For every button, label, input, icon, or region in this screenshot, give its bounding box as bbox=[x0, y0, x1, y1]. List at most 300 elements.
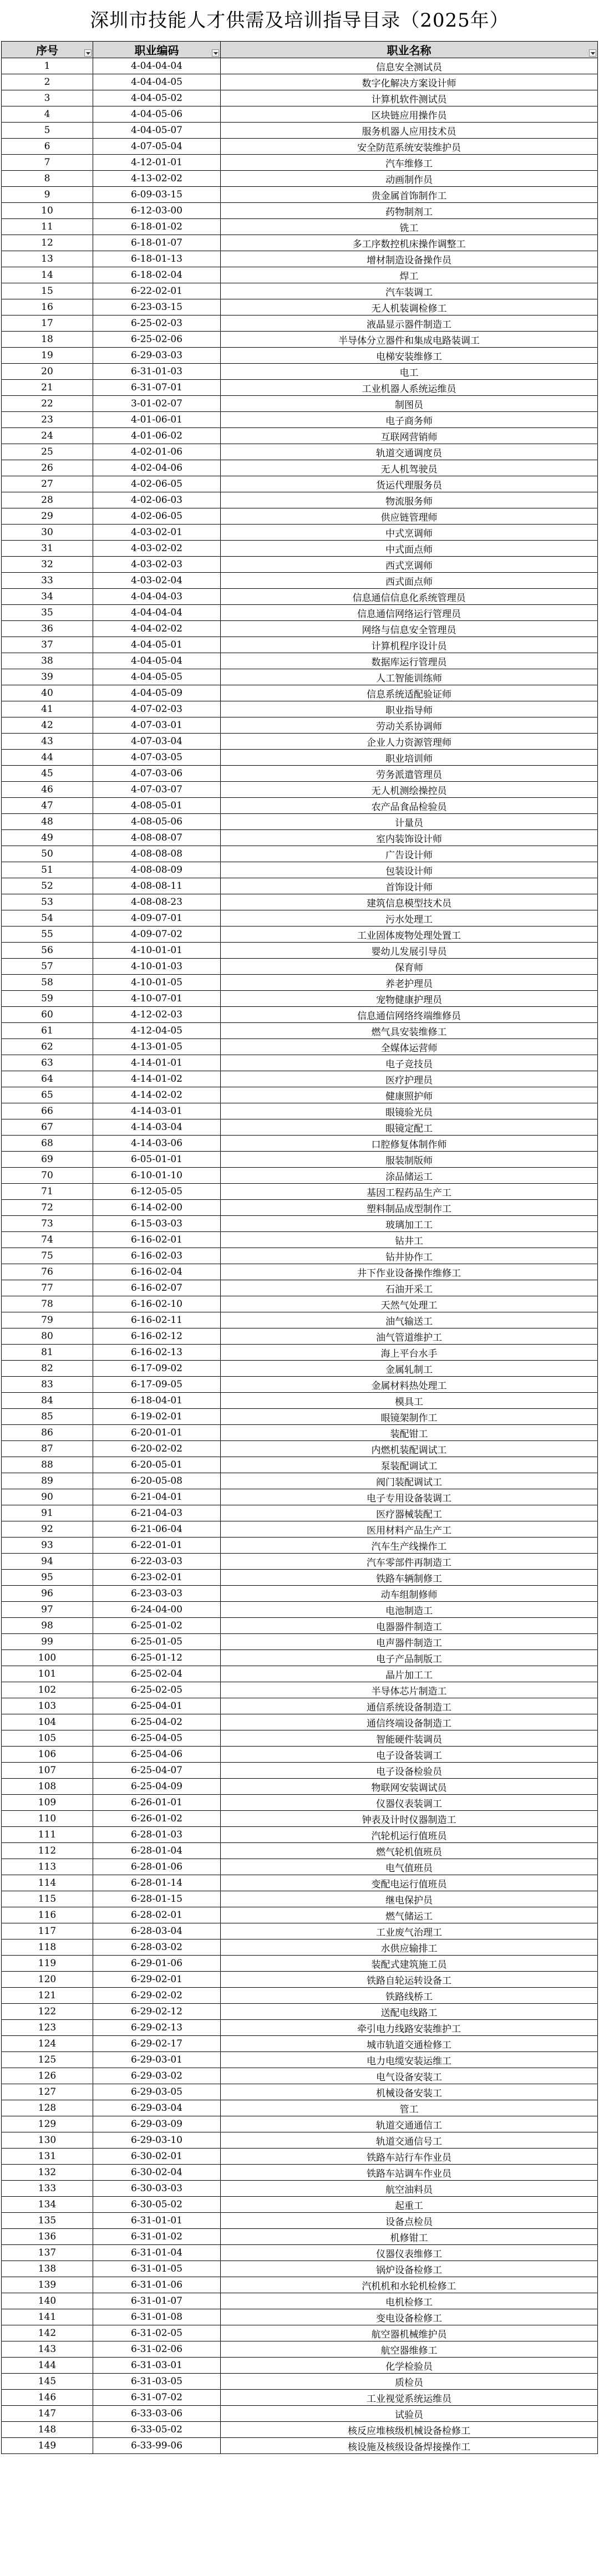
cell-code[interactable]: 6-29-03-02 bbox=[93, 2068, 221, 2084]
cell-no[interactable]: 5 bbox=[2, 123, 93, 139]
cell-name[interactable]: 贵金属首饰制作工 bbox=[221, 187, 598, 203]
cell-code[interactable]: 4-14-01-01 bbox=[93, 1055, 221, 1071]
cell-code[interactable]: 4-04-04-04 bbox=[93, 605, 221, 621]
cell-code[interactable]: 4-08-08-09 bbox=[93, 862, 221, 878]
cell-name[interactable]: 无人机装调检修工 bbox=[221, 299, 598, 315]
cell-code[interactable]: 6-21-04-03 bbox=[93, 1505, 221, 1521]
cell-code[interactable]: 6-21-06-04 bbox=[93, 1521, 221, 1538]
cell-code[interactable]: 4-03-02-01 bbox=[93, 525, 221, 541]
cell-no[interactable]: 142 bbox=[2, 2325, 93, 2341]
cell-no[interactable]: 24 bbox=[2, 428, 93, 444]
cell-code[interactable]: 4-04-02-02 bbox=[93, 621, 221, 637]
cell-no[interactable]: 57 bbox=[2, 959, 93, 975]
cell-no[interactable]: 26 bbox=[2, 460, 93, 476]
cell-no[interactable]: 68 bbox=[2, 1136, 93, 1152]
cell-name[interactable]: 互联网营销师 bbox=[221, 428, 598, 444]
cell-code[interactable]: 6-29-02-02 bbox=[93, 1988, 221, 2004]
cell-code[interactable]: 6-28-02-01 bbox=[93, 1907, 221, 1923]
cell-name[interactable]: 装配式建筑施工员 bbox=[221, 1956, 598, 1972]
cell-no[interactable]: 73 bbox=[2, 1216, 93, 1232]
cell-name[interactable]: 铁路车站行车作业员 bbox=[221, 2149, 598, 2165]
cell-code[interactable]: 4-08-05-01 bbox=[93, 798, 221, 814]
cell-code[interactable]: 4-10-01-01 bbox=[93, 943, 221, 959]
cell-no[interactable]: 40 bbox=[2, 685, 93, 701]
cell-no[interactable]: 1 bbox=[2, 58, 93, 74]
cell-code[interactable]: 4-02-01-06 bbox=[93, 444, 221, 460]
cell-name[interactable]: 泵装配调试工 bbox=[221, 1457, 598, 1473]
cell-name[interactable]: 增材制造设备操作员 bbox=[221, 251, 598, 267]
cell-code[interactable]: 6-29-02-17 bbox=[93, 2036, 221, 2052]
cell-no[interactable]: 37 bbox=[2, 637, 93, 653]
cell-no[interactable]: 11 bbox=[2, 219, 93, 235]
cell-name[interactable]: 电子竞技员 bbox=[221, 1055, 598, 1071]
cell-code[interactable]: 6-16-02-01 bbox=[93, 1232, 221, 1248]
cell-name[interactable]: 核反应堆核级机械设备检修工 bbox=[221, 2422, 598, 2438]
cell-code[interactable]: 6-19-02-01 bbox=[93, 1409, 221, 1425]
cell-no[interactable]: 18 bbox=[2, 332, 93, 348]
cell-name[interactable]: 晶片加工工 bbox=[221, 1666, 598, 1682]
cell-code[interactable]: 6-18-04-01 bbox=[93, 1393, 221, 1409]
cell-code[interactable]: 6-14-02-00 bbox=[93, 1200, 221, 1216]
cell-code[interactable]: 6-23-03-15 bbox=[93, 299, 221, 315]
cell-name[interactable]: 电梯安装维修工 bbox=[221, 348, 598, 364]
cell-code[interactable]: 4-08-08-23 bbox=[93, 894, 221, 910]
cell-code[interactable]: 6-28-03-04 bbox=[93, 1923, 221, 1939]
cell-code[interactable]: 4-12-01-01 bbox=[93, 155, 221, 171]
cell-name[interactable]: 职业培训师 bbox=[221, 750, 598, 766]
cell-no[interactable]: 101 bbox=[2, 1666, 93, 1682]
cell-name[interactable]: 企业人力资源管理师 bbox=[221, 734, 598, 750]
cell-no[interactable]: 89 bbox=[2, 1473, 93, 1489]
cell-code[interactable]: 6-31-01-06 bbox=[93, 2277, 221, 2293]
cell-no[interactable]: 117 bbox=[2, 1923, 93, 1939]
cell-name[interactable]: 管工 bbox=[221, 2100, 598, 2116]
cell-name[interactable]: 轨道交通调度员 bbox=[221, 444, 598, 460]
cell-code[interactable]: 6-25-02-04 bbox=[93, 1666, 221, 1682]
cell-no[interactable]: 10 bbox=[2, 203, 93, 219]
cell-code[interactable]: 6-29-01-06 bbox=[93, 1956, 221, 1972]
cell-no[interactable]: 4 bbox=[2, 106, 93, 123]
cell-code[interactable]: 6-25-04-05 bbox=[93, 1730, 221, 1747]
cell-no[interactable]: 148 bbox=[2, 2422, 93, 2438]
cell-name[interactable]: 工业固体废物处理处置工 bbox=[221, 926, 598, 943]
cell-no[interactable]: 12 bbox=[2, 235, 93, 251]
cell-name[interactable]: 电工 bbox=[221, 364, 598, 380]
cell-name[interactable]: 阀门装配调试工 bbox=[221, 1473, 598, 1489]
cell-name[interactable]: 医疗护理员 bbox=[221, 1071, 598, 1087]
cell-no[interactable]: 114 bbox=[2, 1875, 93, 1891]
cell-no[interactable]: 20 bbox=[2, 364, 93, 380]
cell-code[interactable]: 6-18-01-07 bbox=[93, 235, 221, 251]
cell-name[interactable]: 农产品食品检验员 bbox=[221, 798, 598, 814]
filter-dropdown-icon[interactable] bbox=[212, 49, 219, 57]
cell-code[interactable]: 6-25-01-02 bbox=[93, 1618, 221, 1634]
cell-name[interactable]: 计算机程序设计员 bbox=[221, 637, 598, 653]
cell-no[interactable]: 99 bbox=[2, 1634, 93, 1650]
cell-code[interactable]: 4-07-03-05 bbox=[93, 750, 221, 766]
cell-no[interactable]: 31 bbox=[2, 541, 93, 557]
cell-no[interactable]: 93 bbox=[2, 1538, 93, 1554]
cell-no[interactable]: 132 bbox=[2, 2165, 93, 2181]
cell-code[interactable]: 6-29-03-01 bbox=[93, 2052, 221, 2068]
cell-no[interactable]: 8 bbox=[2, 171, 93, 187]
cell-code[interactable]: 4-10-01-05 bbox=[93, 975, 221, 991]
cell-code[interactable]: 4-03-02-02 bbox=[93, 541, 221, 557]
cell-code[interactable]: 4-04-05-09 bbox=[93, 685, 221, 701]
cell-code[interactable]: 6-29-02-13 bbox=[93, 2020, 221, 2036]
cell-no[interactable]: 104 bbox=[2, 1714, 93, 1730]
cell-code[interactable]: 4-13-02-02 bbox=[93, 171, 221, 187]
cell-name[interactable]: 金属轧制工 bbox=[221, 1361, 598, 1377]
cell-name[interactable]: 婴幼儿发展引导员 bbox=[221, 943, 598, 959]
cell-name[interactable]: 工业机器人系统运维员 bbox=[221, 380, 598, 396]
cell-no[interactable]: 23 bbox=[2, 412, 93, 428]
cell-no[interactable]: 3 bbox=[2, 90, 93, 106]
cell-name[interactable]: 航空油料员 bbox=[221, 2181, 598, 2197]
cell-name[interactable]: 试验员 bbox=[221, 2406, 598, 2422]
cell-no[interactable]: 91 bbox=[2, 1505, 93, 1521]
cell-no[interactable]: 25 bbox=[2, 444, 93, 460]
cell-no[interactable]: 60 bbox=[2, 1007, 93, 1023]
cell-no[interactable]: 75 bbox=[2, 1248, 93, 1264]
cell-code[interactable]: 6-33-99-06 bbox=[93, 2438, 221, 2454]
cell-name[interactable]: 电子设备装调工 bbox=[221, 1747, 598, 1763]
cell-code[interactable]: 6-26-01-01 bbox=[93, 1795, 221, 1811]
cell-code[interactable]: 4-08-08-07 bbox=[93, 830, 221, 846]
cell-name[interactable]: 塑料制品成型制作工 bbox=[221, 1200, 598, 1216]
cell-name[interactable]: 钻井协作工 bbox=[221, 1248, 598, 1264]
cell-code[interactable]: 4-10-01-03 bbox=[93, 959, 221, 975]
cell-name[interactable]: 工业废气治理工 bbox=[221, 1923, 598, 1939]
cell-no[interactable]: 145 bbox=[2, 2374, 93, 2390]
cell-code[interactable]: 4-10-07-01 bbox=[93, 991, 221, 1007]
cell-no[interactable]: 139 bbox=[2, 2277, 93, 2293]
cell-no[interactable]: 87 bbox=[2, 1441, 93, 1457]
cell-code[interactable]: 6-29-02-12 bbox=[93, 2004, 221, 2020]
cell-name[interactable]: 油气输送工 bbox=[221, 1312, 598, 1328]
cell-no[interactable]: 133 bbox=[2, 2181, 93, 2197]
cell-no[interactable]: 67 bbox=[2, 1119, 93, 1136]
cell-name[interactable]: 眼镜架制作工 bbox=[221, 1409, 598, 1425]
cell-name[interactable]: 信息系统适配验证师 bbox=[221, 685, 598, 701]
cell-no[interactable]: 46 bbox=[2, 782, 93, 798]
cell-name[interactable]: 数据库运行管理员 bbox=[221, 653, 598, 669]
cell-no[interactable]: 13 bbox=[2, 251, 93, 267]
cell-name[interactable]: 劳务派遣管理员 bbox=[221, 766, 598, 782]
cell-name[interactable]: 送配电线路工 bbox=[221, 2004, 598, 2020]
cell-name[interactable]: 仪器仪表装调工 bbox=[221, 1795, 598, 1811]
cell-code[interactable]: 6-33-05-02 bbox=[93, 2422, 221, 2438]
cell-name[interactable]: 轨道交通通信工 bbox=[221, 2116, 598, 2132]
cell-code[interactable]: 6-28-01-15 bbox=[93, 1891, 221, 1907]
cell-code[interactable]: 4-14-01-02 bbox=[93, 1071, 221, 1087]
cell-no[interactable]: 76 bbox=[2, 1264, 93, 1280]
cell-code[interactable]: 6-16-02-12 bbox=[93, 1328, 221, 1345]
cell-name[interactable]: 基因工程药品生产工 bbox=[221, 1184, 598, 1200]
cell-code[interactable]: 6-25-01-12 bbox=[93, 1650, 221, 1666]
cell-code[interactable]: 4-04-05-05 bbox=[93, 669, 221, 685]
cell-no[interactable]: 53 bbox=[2, 894, 93, 910]
cell-no[interactable]: 126 bbox=[2, 2068, 93, 2084]
cell-name[interactable]: 健康照护师 bbox=[221, 1087, 598, 1103]
cell-no[interactable]: 30 bbox=[2, 525, 93, 541]
cell-no[interactable]: 33 bbox=[2, 573, 93, 589]
cell-no[interactable]: 81 bbox=[2, 1345, 93, 1361]
cell-no[interactable]: 56 bbox=[2, 943, 93, 959]
cell-no[interactable]: 149 bbox=[2, 2438, 93, 2454]
cell-no[interactable]: 146 bbox=[2, 2390, 93, 2406]
cell-code[interactable]: 6-16-02-04 bbox=[93, 1264, 221, 1280]
cell-name[interactable]: 质检员 bbox=[221, 2374, 598, 2390]
cell-code[interactable]: 4-04-05-06 bbox=[93, 106, 221, 123]
cell-name[interactable]: 铣工 bbox=[221, 219, 598, 235]
cell-name[interactable]: 电子设备检验员 bbox=[221, 1763, 598, 1779]
cell-name[interactable]: 内燃机装配调试工 bbox=[221, 1441, 598, 1457]
cell-name[interactable]: 汽车维修工 bbox=[221, 155, 598, 171]
cell-no[interactable]: 17 bbox=[2, 315, 93, 332]
cell-code[interactable]: 6-28-01-04 bbox=[93, 1843, 221, 1859]
cell-no[interactable]: 124 bbox=[2, 2036, 93, 2052]
cell-code[interactable]: 6-25-04-09 bbox=[93, 1779, 221, 1795]
cell-code[interactable]: 6-30-03-03 bbox=[93, 2181, 221, 2197]
cell-code[interactable]: 6-23-02-01 bbox=[93, 1570, 221, 1586]
cell-name[interactable]: 区块链应用操作员 bbox=[221, 106, 598, 123]
cell-no[interactable]: 131 bbox=[2, 2149, 93, 2165]
cell-name[interactable]: 电力电缆安装运维工 bbox=[221, 2052, 598, 2068]
cell-name[interactable]: 制图员 bbox=[221, 396, 598, 412]
cell-name[interactable]: 信息通信信息化系统管理员 bbox=[221, 589, 598, 605]
cell-name[interactable]: 建筑信息模型技术员 bbox=[221, 894, 598, 910]
cell-no[interactable]: 7 bbox=[2, 155, 93, 171]
cell-name[interactable]: 井下作业设备操作维修工 bbox=[221, 1264, 598, 1280]
cell-name[interactable]: 燃气轮机值班员 bbox=[221, 1843, 598, 1859]
cell-no[interactable]: 119 bbox=[2, 1956, 93, 1972]
cell-name[interactable]: 铁路车辆制修工 bbox=[221, 1570, 598, 1586]
cell-name[interactable]: 燃气储运工 bbox=[221, 1907, 598, 1923]
cell-code[interactable]: 6-16-02-10 bbox=[93, 1296, 221, 1312]
cell-code[interactable]: 6-17-09-05 bbox=[93, 1377, 221, 1393]
cell-name[interactable]: 药物制剂工 bbox=[221, 203, 598, 219]
cell-no[interactable]: 29 bbox=[2, 508, 93, 525]
cell-name[interactable]: 室内装饰设计师 bbox=[221, 830, 598, 846]
cell-name[interactable]: 电器器件制造工 bbox=[221, 1618, 598, 1634]
cell-name[interactable]: 计量员 bbox=[221, 814, 598, 830]
cell-code[interactable]: 6-31-01-05 bbox=[93, 2261, 221, 2277]
cell-name[interactable]: 数字化解决方案设计师 bbox=[221, 74, 598, 90]
cell-name[interactable]: 电子专用设备装调工 bbox=[221, 1489, 598, 1505]
cell-code[interactable]: 3-01-02-07 bbox=[93, 396, 221, 412]
cell-name[interactable]: 天然气处理工 bbox=[221, 1296, 598, 1312]
cell-name[interactable]: 化学检验员 bbox=[221, 2358, 598, 2374]
cell-name[interactable]: 眼镜定配工 bbox=[221, 1119, 598, 1136]
cell-code[interactable]: 4-12-02-03 bbox=[93, 1007, 221, 1023]
cell-no[interactable]: 62 bbox=[2, 1039, 93, 1055]
cell-code[interactable]: 6-16-02-03 bbox=[93, 1248, 221, 1264]
cell-code[interactable]: 6-12-05-05 bbox=[93, 1184, 221, 1200]
cell-code[interactable]: 6-23-03-03 bbox=[93, 1586, 221, 1602]
cell-code[interactable]: 6-18-01-02 bbox=[93, 219, 221, 235]
cell-no[interactable]: 54 bbox=[2, 910, 93, 926]
cell-name[interactable]: 汽车生产线操作工 bbox=[221, 1538, 598, 1554]
cell-no[interactable]: 64 bbox=[2, 1071, 93, 1087]
cell-no[interactable]: 120 bbox=[2, 1972, 93, 1988]
cell-no[interactable]: 90 bbox=[2, 1489, 93, 1505]
cell-no[interactable]: 49 bbox=[2, 830, 93, 846]
cell-no[interactable]: 14 bbox=[2, 267, 93, 283]
cell-name[interactable]: 信息通信网络运行管理员 bbox=[221, 605, 598, 621]
cell-no[interactable]: 135 bbox=[2, 2213, 93, 2229]
cell-no[interactable]: 106 bbox=[2, 1747, 93, 1763]
cell-no[interactable]: 121 bbox=[2, 1988, 93, 2004]
cell-name[interactable]: 西式面点师 bbox=[221, 573, 598, 589]
cell-code[interactable]: 6-10-01-10 bbox=[93, 1168, 221, 1184]
cell-no[interactable]: 71 bbox=[2, 1184, 93, 1200]
cell-code[interactable]: 6-16-02-13 bbox=[93, 1345, 221, 1361]
cell-name[interactable]: 汽轮机运行值班员 bbox=[221, 1827, 598, 1843]
cell-no[interactable]: 115 bbox=[2, 1891, 93, 1907]
cell-name[interactable]: 装配钳工 bbox=[221, 1425, 598, 1441]
cell-no[interactable]: 136 bbox=[2, 2229, 93, 2245]
cell-code[interactable]: 6-29-03-10 bbox=[93, 2132, 221, 2149]
cell-code[interactable]: 6-29-03-04 bbox=[93, 2100, 221, 2116]
cell-no[interactable]: 80 bbox=[2, 1328, 93, 1345]
filter-dropdown-icon[interactable] bbox=[589, 49, 596, 57]
cell-name[interactable]: 无人机驾驶员 bbox=[221, 460, 598, 476]
cell-name[interactable]: 货运代理服务员 bbox=[221, 476, 598, 492]
cell-code[interactable]: 4-14-02-02 bbox=[93, 1087, 221, 1103]
cell-no[interactable]: 77 bbox=[2, 1280, 93, 1296]
cell-code[interactable]: 6-29-03-05 bbox=[93, 2084, 221, 2100]
cell-code[interactable]: 6-31-01-02 bbox=[93, 2229, 221, 2245]
cell-name[interactable]: 铁路线桥工 bbox=[221, 1988, 598, 2004]
cell-no[interactable]: 129 bbox=[2, 2116, 93, 2132]
cell-no[interactable]: 118 bbox=[2, 1939, 93, 1956]
cell-no[interactable]: 78 bbox=[2, 1296, 93, 1312]
cell-name[interactable]: 锅炉设备检修工 bbox=[221, 2261, 598, 2277]
cell-name[interactable]: 航空器维修工 bbox=[221, 2341, 598, 2358]
cell-code[interactable]: 4-12-04-05 bbox=[93, 1023, 221, 1039]
column-header-code[interactable] bbox=[93, 42, 221, 58]
cell-name[interactable]: 通信终端设备制造工 bbox=[221, 1714, 598, 1730]
cell-no[interactable]: 125 bbox=[2, 2052, 93, 2068]
cell-name[interactable]: 继电保护员 bbox=[221, 1891, 598, 1907]
cell-code[interactable]: 6-25-04-01 bbox=[93, 1698, 221, 1714]
cell-name[interactable]: 核设施及核级设备焊接操作工 bbox=[221, 2438, 598, 2454]
cell-no[interactable]: 144 bbox=[2, 2358, 93, 2374]
cell-no[interactable]: 22 bbox=[2, 396, 93, 412]
cell-code[interactable]: 6-16-02-07 bbox=[93, 1280, 221, 1296]
cell-name[interactable]: 电机检修工 bbox=[221, 2293, 598, 2309]
cell-no[interactable]: 107 bbox=[2, 1763, 93, 1779]
cell-code[interactable]: 6-21-04-01 bbox=[93, 1489, 221, 1505]
cell-name[interactable]: 金属材料热处理工 bbox=[221, 1377, 598, 1393]
cell-name[interactable]: 动画制作员 bbox=[221, 171, 598, 187]
cell-no[interactable]: 86 bbox=[2, 1425, 93, 1441]
cell-no[interactable]: 128 bbox=[2, 2100, 93, 2116]
cell-name[interactable]: 石油开采工 bbox=[221, 1280, 598, 1296]
cell-name[interactable]: 电声器件制造工 bbox=[221, 1634, 598, 1650]
cell-name[interactable]: 液晶显示器件制造工 bbox=[221, 315, 598, 332]
cell-code[interactable]: 6-20-05-01 bbox=[93, 1457, 221, 1473]
cell-code[interactable]: 6-16-02-11 bbox=[93, 1312, 221, 1328]
cell-code[interactable]: 6-31-01-08 bbox=[93, 2309, 221, 2325]
cell-name[interactable]: 服务机器人应用技术员 bbox=[221, 123, 598, 139]
cell-code[interactable]: 6-28-01-06 bbox=[93, 1859, 221, 1875]
cell-code[interactable]: 4-14-03-01 bbox=[93, 1103, 221, 1119]
cell-name[interactable]: 工业视觉系统运维员 bbox=[221, 2390, 598, 2406]
cell-code[interactable]: 4-02-04-06 bbox=[93, 460, 221, 476]
cell-name[interactable]: 汽车装调工 bbox=[221, 283, 598, 299]
cell-code[interactable]: 6-25-04-02 bbox=[93, 1714, 221, 1730]
cell-no[interactable]: 113 bbox=[2, 1859, 93, 1875]
cell-name[interactable]: 水供应输排工 bbox=[221, 1939, 598, 1956]
cell-code[interactable]: 6-30-02-04 bbox=[93, 2165, 221, 2181]
cell-no[interactable]: 134 bbox=[2, 2197, 93, 2213]
cell-name[interactable]: 起重工 bbox=[221, 2197, 598, 2213]
cell-no[interactable]: 97 bbox=[2, 1602, 93, 1618]
cell-no[interactable]: 58 bbox=[2, 975, 93, 991]
cell-name[interactable]: 海上平台水手 bbox=[221, 1345, 598, 1361]
cell-no[interactable]: 9 bbox=[2, 187, 93, 203]
cell-code[interactable]: 6-20-01-01 bbox=[93, 1425, 221, 1441]
cell-name[interactable]: 模具工 bbox=[221, 1393, 598, 1409]
cell-no[interactable]: 39 bbox=[2, 669, 93, 685]
cell-no[interactable]: 21 bbox=[2, 380, 93, 396]
cell-name[interactable]: 汽机机和水轮机检修工 bbox=[221, 2277, 598, 2293]
cell-name[interactable]: 中式面点师 bbox=[221, 541, 598, 557]
cell-name[interactable]: 人工智能训练师 bbox=[221, 669, 598, 685]
cell-no[interactable]: 44 bbox=[2, 750, 93, 766]
cell-name[interactable]: 半导体芯片制造工 bbox=[221, 1682, 598, 1698]
cell-code[interactable]: 6-31-01-03 bbox=[93, 364, 221, 380]
cell-no[interactable]: 116 bbox=[2, 1907, 93, 1923]
cell-name[interactable]: 物流服务师 bbox=[221, 492, 598, 508]
cell-no[interactable]: 98 bbox=[2, 1618, 93, 1634]
cell-code[interactable]: 6-15-03-03 bbox=[93, 1216, 221, 1232]
cell-code[interactable]: 6-18-01-13 bbox=[93, 251, 221, 267]
cell-no[interactable]: 61 bbox=[2, 1023, 93, 1039]
cell-no[interactable]: 50 bbox=[2, 846, 93, 862]
cell-name[interactable]: 航空器机械维护员 bbox=[221, 2325, 598, 2341]
cell-code[interactable]: 4-04-04-05 bbox=[93, 74, 221, 90]
cell-name[interactable]: 中式烹调师 bbox=[221, 525, 598, 541]
cell-no[interactable]: 35 bbox=[2, 605, 93, 621]
cell-code[interactable]: 6-29-03-09 bbox=[93, 2116, 221, 2132]
cell-no[interactable]: 59 bbox=[2, 991, 93, 1007]
cell-name[interactable]: 仪器仪表维修工 bbox=[221, 2245, 598, 2261]
cell-no[interactable]: 34 bbox=[2, 589, 93, 605]
cell-code[interactable]: 4-02-06-05 bbox=[93, 476, 221, 492]
cell-no[interactable]: 2 bbox=[2, 74, 93, 90]
cell-no[interactable]: 105 bbox=[2, 1730, 93, 1747]
cell-no[interactable]: 143 bbox=[2, 2341, 93, 2358]
cell-name[interactable]: 电池制造工 bbox=[221, 1602, 598, 1618]
cell-name[interactable]: 电子商务师 bbox=[221, 412, 598, 428]
cell-code[interactable]: 4-04-04-03 bbox=[93, 589, 221, 605]
cell-no[interactable]: 138 bbox=[2, 2261, 93, 2277]
cell-no[interactable]: 137 bbox=[2, 2245, 93, 2261]
cell-code[interactable]: 4-03-02-03 bbox=[93, 557, 221, 573]
cell-code[interactable]: 6-30-02-01 bbox=[93, 2149, 221, 2165]
cell-code[interactable]: 6-31-02-05 bbox=[93, 2325, 221, 2341]
cell-name[interactable]: 钻井工 bbox=[221, 1232, 598, 1248]
cell-code[interactable]: 6-31-03-05 bbox=[93, 2374, 221, 2390]
cell-no[interactable]: 110 bbox=[2, 1811, 93, 1827]
cell-code[interactable]: 6-25-04-07 bbox=[93, 1763, 221, 1779]
cell-no[interactable]: 83 bbox=[2, 1377, 93, 1393]
cell-code[interactable]: 4-01-06-01 bbox=[93, 412, 221, 428]
cell-no[interactable]: 88 bbox=[2, 1457, 93, 1473]
